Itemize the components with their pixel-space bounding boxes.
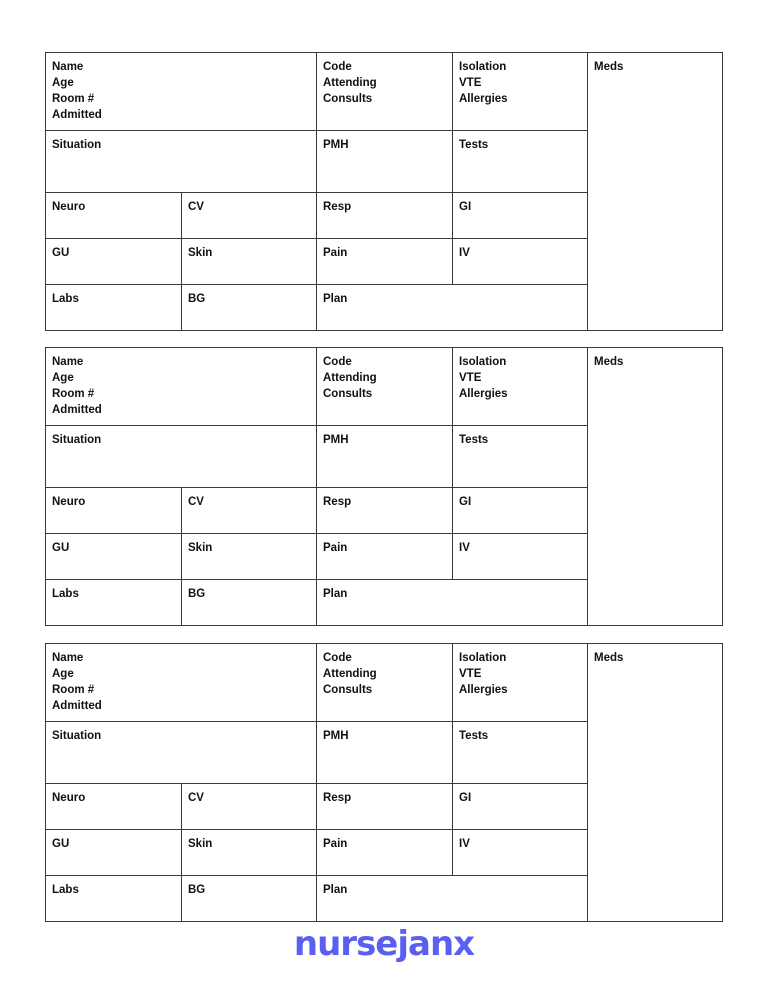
patient-info-cell[interactable] <box>45 347 317 426</box>
gi-cell[interactable] <box>452 783 588 830</box>
isolation-info-cell[interactable] <box>452 347 588 426</box>
tests-label: Tests <box>459 139 489 151</box>
pain-label: Pain <box>323 247 348 259</box>
iv-cell[interactable] <box>452 533 588 580</box>
situation-cell[interactable] <box>45 721 317 784</box>
resp-label: Resp <box>323 496 352 508</box>
pmh-cell[interactable] <box>316 721 453 784</box>
report-sheet-3 <box>45 643 723 922</box>
meds-label: Meds <box>594 61 624 73</box>
tests-label: Tests <box>459 434 489 446</box>
pmh-label: PMH <box>323 139 349 151</box>
gi-label: GI <box>459 496 472 508</box>
tests-cell[interactable] <box>452 130 588 193</box>
vte-label: VTE <box>459 668 482 680</box>
pain-cell[interactable] <box>316 829 453 876</box>
meds-label: Meds <box>594 652 624 664</box>
gi-label: GI <box>459 792 472 804</box>
cv-label: CV <box>188 792 204 804</box>
pain-cell[interactable] <box>316 238 453 285</box>
code-label: Code <box>323 356 352 368</box>
gi-cell[interactable] <box>452 487 588 534</box>
age-label: Age <box>52 372 74 384</box>
tests-label: Tests <box>459 730 489 742</box>
consults-label: Consults <box>323 388 373 400</box>
cv-cell[interactable] <box>181 192 317 239</box>
report-sheet-2 <box>45 347 723 626</box>
labs-cell[interactable] <box>45 284 182 331</box>
room-label: Room # <box>52 684 95 696</box>
allergies-label: Allergies <box>459 684 508 696</box>
patient-info-cell[interactable] <box>45 52 317 131</box>
skin-label: Skin <box>188 542 213 554</box>
skin-cell[interactable] <box>181 238 317 285</box>
attending-label: Attending <box>323 668 377 680</box>
plan-cell[interactable] <box>316 579 588 626</box>
plan-label: Plan <box>323 588 348 600</box>
name-label: Name <box>52 61 84 73</box>
code-info-cell[interactable] <box>316 52 453 131</box>
age-label: Age <box>52 77 74 89</box>
pain-label: Pain <box>323 542 348 554</box>
skin-cell[interactable] <box>181 829 317 876</box>
meds-cell[interactable] <box>587 52 723 331</box>
code-label: Code <box>323 61 352 73</box>
neuro-label: Neuro <box>52 792 86 804</box>
isolation-label: Isolation <box>459 652 507 664</box>
gu-cell[interactable] <box>45 829 182 876</box>
admitted-label: Admitted <box>52 404 102 416</box>
labs-cell[interactable] <box>45 875 182 922</box>
plan-cell[interactable] <box>316 284 588 331</box>
neuro-cell[interactable] <box>45 192 182 239</box>
report-sheet-1 <box>45 52 723 331</box>
iv-label: IV <box>459 838 470 850</box>
allergies-label: Allergies <box>459 93 508 105</box>
resp-cell[interactable] <box>316 192 453 239</box>
isolation-info-cell[interactable] <box>452 52 588 131</box>
skin-cell[interactable] <box>181 533 317 580</box>
bg-label: BG <box>188 588 206 600</box>
gu-cell[interactable] <box>45 238 182 285</box>
allergies-label: Allergies <box>459 388 508 400</box>
isolation-label: Isolation <box>459 61 507 73</box>
gu-label: GU <box>52 247 70 259</box>
plan-cell[interactable] <box>316 875 588 922</box>
bg-cell[interactable] <box>181 284 317 331</box>
iv-cell[interactable] <box>452 829 588 876</box>
bg-label: BG <box>188 293 206 305</box>
cv-label: CV <box>188 201 204 213</box>
room-label: Room # <box>52 388 95 400</box>
bg-cell[interactable] <box>181 875 317 922</box>
code-info-cell[interactable] <box>316 347 453 426</box>
pmh-label: PMH <box>323 730 349 742</box>
code-label: Code <box>323 652 352 664</box>
attending-label: Attending <box>323 372 377 384</box>
pmh-label: PMH <box>323 434 349 446</box>
plan-label: Plan <box>323 293 348 305</box>
admitted-label: Admitted <box>52 109 102 121</box>
situation-label: Situation <box>52 730 102 742</box>
iv-label: IV <box>459 247 470 259</box>
pmh-cell[interactable] <box>316 425 453 488</box>
age-label: Age <box>52 668 74 680</box>
tests-cell[interactable] <box>452 721 588 784</box>
resp-cell[interactable] <box>316 487 453 534</box>
gi-cell[interactable] <box>452 192 588 239</box>
situation-cell[interactable] <box>45 425 317 488</box>
isolation-info-cell[interactable] <box>452 643 588 722</box>
gu-label: GU <box>52 838 70 850</box>
neuro-label: Neuro <box>52 496 86 508</box>
attending-label: Attending <box>323 77 377 89</box>
skin-label: Skin <box>188 838 213 850</box>
meds-label: Meds <box>594 356 624 368</box>
labs-label: Labs <box>52 293 79 305</box>
situation-label: Situation <box>52 139 102 151</box>
nursejanx-logo: nursejanx <box>293 924 475 964</box>
code-info-cell[interactable] <box>316 643 453 722</box>
room-label: Room # <box>52 93 95 105</box>
situation-label: Situation <box>52 434 102 446</box>
neuro-cell[interactable] <box>45 487 182 534</box>
skin-label: Skin <box>188 247 213 259</box>
isolation-label: Isolation <box>459 356 507 368</box>
cv-cell[interactable] <box>181 487 317 534</box>
iv-label: IV <box>459 542 470 554</box>
pain-label: Pain <box>323 838 348 850</box>
neuro-cell[interactable] <box>45 783 182 830</box>
labs-label: Labs <box>52 884 79 896</box>
labs-label: Labs <box>52 588 79 600</box>
bg-cell[interactable] <box>181 579 317 626</box>
situation-cell[interactable] <box>45 130 317 193</box>
neuro-label: Neuro <box>52 201 86 213</box>
consults-label: Consults <box>323 684 373 696</box>
plan-label: Plan <box>323 884 348 896</box>
tests-cell[interactable] <box>452 425 588 488</box>
vte-label: VTE <box>459 372 482 384</box>
resp-cell[interactable] <box>316 783 453 830</box>
pain-cell[interactable] <box>316 533 453 580</box>
meds-cell[interactable] <box>587 347 723 626</box>
resp-label: Resp <box>323 201 352 213</box>
gu-label: GU <box>52 542 70 554</box>
gu-cell[interactable] <box>45 533 182 580</box>
bg-label: BG <box>188 884 206 896</box>
gi-label: GI <box>459 201 472 213</box>
iv-cell[interactable] <box>452 238 588 285</box>
patient-info-cell[interactable] <box>45 643 317 722</box>
cv-cell[interactable] <box>181 783 317 830</box>
vte-label: VTE <box>459 77 482 89</box>
admitted-label: Admitted <box>52 700 102 712</box>
pmh-cell[interactable] <box>316 130 453 193</box>
resp-label: Resp <box>323 792 352 804</box>
cv-label: CV <box>188 496 204 508</box>
labs-cell[interactable] <box>45 579 182 626</box>
consults-label: Consults <box>323 93 373 105</box>
name-label: Name <box>52 356 84 368</box>
name-label: Name <box>52 652 84 664</box>
meds-cell[interactable] <box>587 643 723 922</box>
